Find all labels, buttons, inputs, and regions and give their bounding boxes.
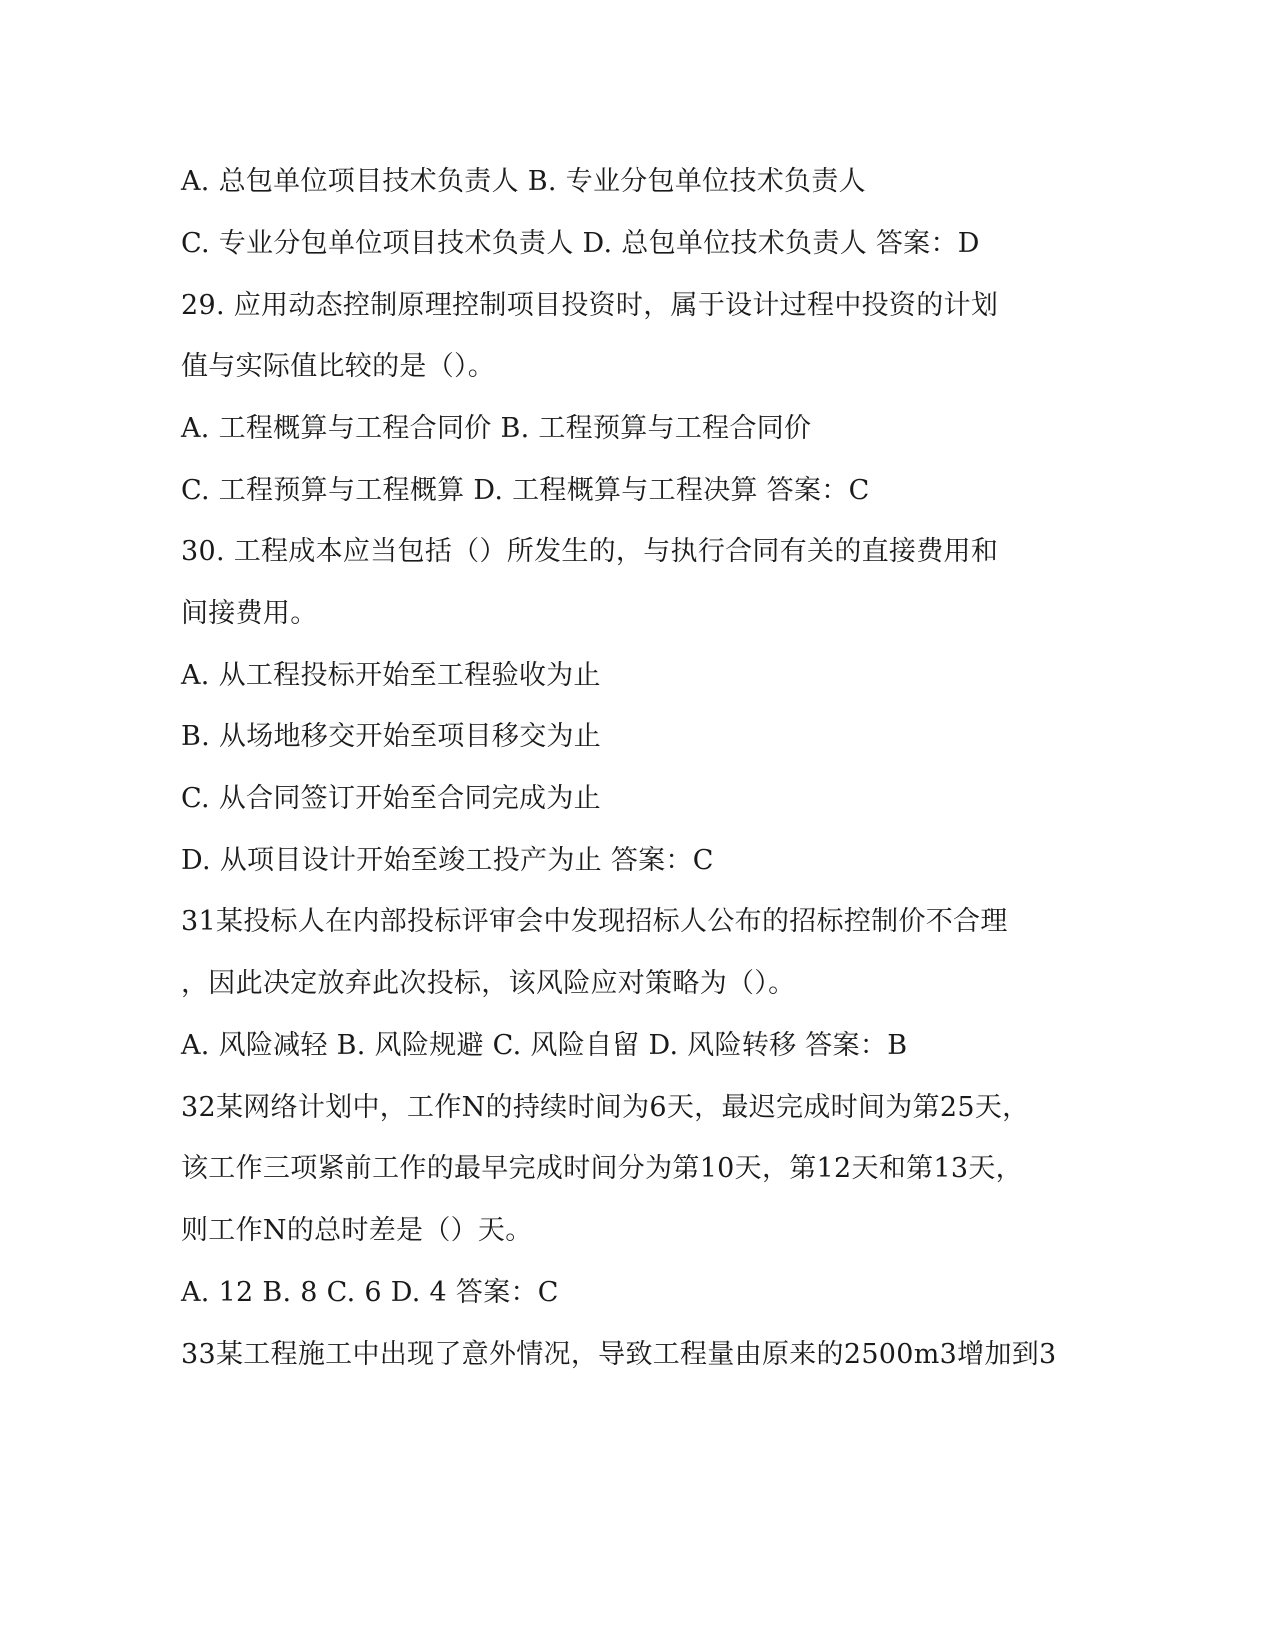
question-30-option-b: B. 从场地移交开始至项目移交为止 (181, 721, 602, 752)
question-29-stem-line-1: 29. 应用动态控制原理控制项目投资时，属于设计过程中投资的计划 (181, 290, 999, 321)
question-30-option-d-answer: D. 从项目设计开始至竣工投产为止 答案：C (181, 845, 714, 876)
question-32-stem-line-2: 该工作三项紧前工作的最早完成时间分为第10天，第12天和第13天， (181, 1153, 1023, 1184)
question-31-stem-line-2: ，因此决定放弃此次投标，该风险应对策略为（）。 (181, 968, 796, 999)
question-28-options-a-b: A. 总包单位项目技术负责人 B. 专业分包单位技术负责人 (181, 166, 866, 197)
question-30-stem-line-2: 间接费用。 (181, 598, 318, 629)
question-30-stem-line-1: 30. 工程成本应当包括（）所发生的，与执行合同有关的直接费用和 (181, 536, 999, 567)
question-32-stem-line-1: 32某网络计划中，工作N的持续时间为6天，最迟完成时间为第25天， (181, 1092, 1030, 1123)
question-31-options-answer: A. 风险减轻 B. 风险规避 C. 风险自留 D. 风险转移 答案：B (181, 1030, 908, 1061)
question-30-option-a: A. 从工程投标开始至工程验收为止 (181, 660, 601, 691)
question-33-stem-line-1: 33某工程施工中出现了意外情况，导致工程量由原来的2500m3增加到3 (181, 1339, 1057, 1370)
question-30-option-c: C. 从合同签订开始至合同完成为止 (181, 783, 601, 814)
question-29-options-a-b: A. 工程概算与工程合同价 B. 工程预算与工程合同价 (181, 413, 812, 444)
question-29-stem-line-2: 值与实际值比较的是（）。 (181, 351, 496, 382)
question-28-options-c-d-answer: C. 专业分包单位项目技术负责人 D. 总包单位技术负责人 答案：D (181, 228, 980, 259)
question-31-stem-line-1: 31某投标人在内部投标评审会中发现招标人公布的招标控制价不合理 (181, 906, 1008, 937)
question-32-options-answer: A. 12 B. 8 C. 6 D. 4 答案：C (181, 1277, 559, 1308)
question-32-stem-line-3: 则工作N的总时差是（）天。 (181, 1215, 533, 1246)
question-29-options-c-d-answer: C. 工程预算与工程概算 D. 工程概算与工程决算 答案：C (181, 475, 870, 506)
